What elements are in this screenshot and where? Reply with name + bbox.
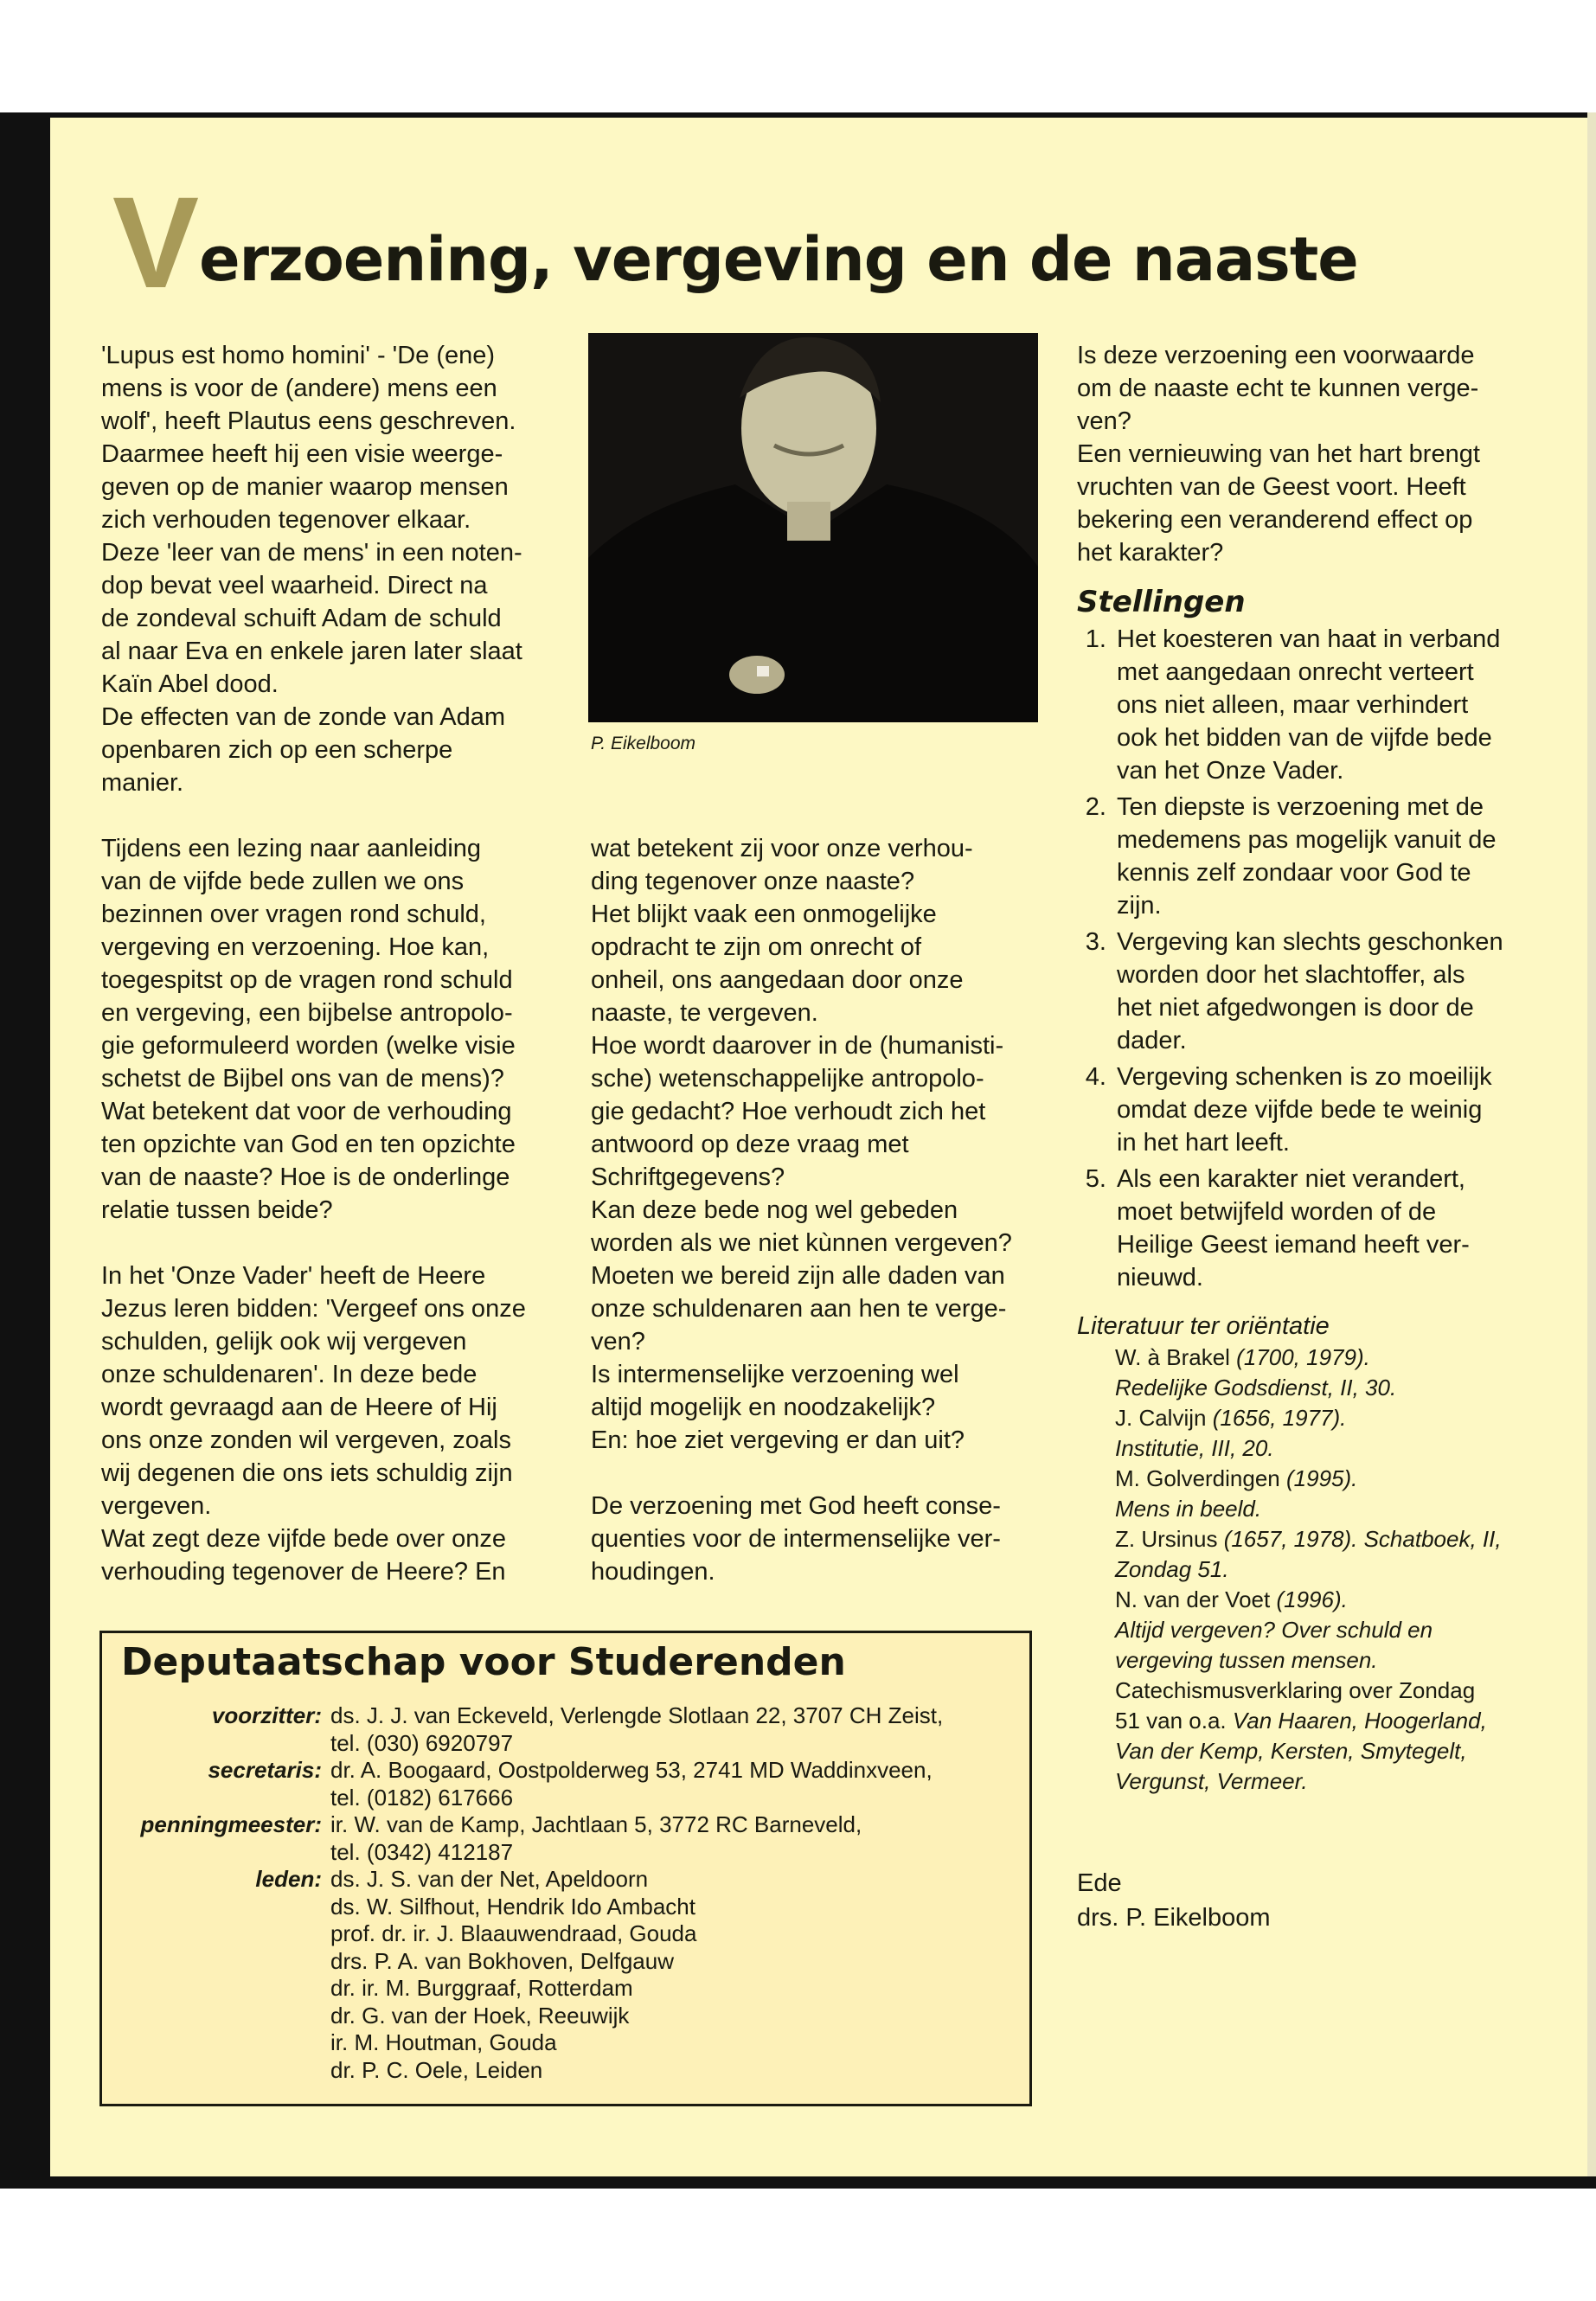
scan-border-bottom xyxy=(0,2176,1596,2189)
column-1-intro xyxy=(101,339,568,799)
table-row: penningmeester: ir. W. van de Kamp, Jachtlaan 5, 3772 RC Barneveld, xyxy=(140,1811,862,1837)
author-photo xyxy=(588,333,1038,722)
intro-paragraph: 'Lupus est homo homini' - 'De (ene) mens is voor de (andere) mens een wolf', heeft Plautus eens geschreven. Daarmee heeft hij een visie weerge- geven op de manier waarop mensen zich verhouden tegenover elkaar. Deze 'leer van de mens' in een noten- dop bevat veel waarheid. Direct na de zondeval schuift Adam de schuld al naar Eva en enkele jaren later slaat Kaïn Abel dood. De effecten van de zonde van Adam openbaren zich op een scherpe manier. xyxy=(101,342,522,797)
literature-entry: W. à Brakel (1700, 1979). Redelijke Godsdienst, II, 30. xyxy=(1115,1344,1397,1400)
list-item: 4. Vergeving schenken is zo moeilijk omdat deze vijfde bede te weinig in het hart leeft. xyxy=(1113,1061,1535,1159)
literature-list xyxy=(1115,1343,1535,1797)
table-row: prof. dr. ir. J. Blaauwendraad, Gouda xyxy=(330,1920,697,1946)
table-row: voorzitter: ds. J. J. van Eckeveld, Verlengde Slotlaan 22, 3707 CH Zeist, xyxy=(211,1702,944,1728)
signature-name: drs. P. Eikelboom xyxy=(1077,1904,1271,1932)
photo-caption: P. Eikelboom xyxy=(591,734,696,753)
table-row: tel. (030) 6920797 xyxy=(330,1729,514,1756)
scan-border-top xyxy=(0,112,1596,118)
title-dropcap: V xyxy=(112,170,199,315)
column-2-body xyxy=(591,832,1058,1588)
column-1-body xyxy=(101,832,568,1588)
literature-heading: Literatuur ter oriëntatie xyxy=(1077,1312,1330,1340)
list-item: 1. Het koesteren van haat in verband met aangedaan onrecht verteert ons niet alleen, maar verhindert ook het bidden van de vijfde bede van het Onze Vader. xyxy=(1113,623,1535,787)
column-3 xyxy=(1077,339,1535,1935)
scan-border-left xyxy=(0,112,50,2189)
deputaatschap-box xyxy=(99,1631,1032,2106)
paragraph: In het 'Onze Vader' heeft de Heere Jezus leren bidden: 'Vergeef ons onze schulden, gelijk ook wij vergeven onze schuldenaren'. In deze bede wordt gevraagd aan de Heere of Hij ons onze zonden wil vergeven, zoals wij degenen die ons iets schuldig zijn vergeven. Wat zegt deze vijfde bede over onze verhouding tegenover de Heere? En xyxy=(101,1262,526,1586)
magazine-page xyxy=(0,112,1596,2189)
list-item: 2. Ten diepste is verzoening met de medemens pas mogelijk vanuit de kennis zelf zondaar voor God te zijn. xyxy=(1113,791,1535,922)
literature-entry: Catechismusverklaring over Zondag 51 van o.a. Van Haaren, Hoogerland, Van der Kemp, Kersten, Smytegelt, Vergunst, Vermeer. xyxy=(1115,1677,1487,1794)
paragraph: De verzoening met God heeft conse- quenties voor de intermenselijke ver- houdingen. xyxy=(591,1492,1001,1586)
literature-entry: M. Golverdingen (1995). Mens in beeld. xyxy=(1115,1465,1358,1522)
paragraph: Tijdens een lezing naar aanleiding van de vijfde bede zullen we ons bezinnen over vragen rond schuld, vergeving en verzoening. Hoe kan, toegespitst op de vragen rond schuld en vergeving, een bijbelse antropolo- gie geformuleerd worden (welke visie schetst de Bijbel ons van de mens)? Wat betekent dat voor de verhouding ten opzichte van God en ten opzichte van de naaste? Hoe is de onderlinge relatie tussen beide? xyxy=(101,835,516,1224)
table-row: tel. (0182) 617666 xyxy=(330,1784,514,1811)
table-row: leden: ds. J. S. van der Net, Apeldoorn xyxy=(255,1866,649,1892)
stellingen-list xyxy=(1077,623,1535,1294)
signature-place: Ede xyxy=(1077,1869,1122,1897)
table-row: ds. W. Silfhout, Hendrik Ido Ambacht xyxy=(330,1893,695,1920)
list-item: 3. Vergeving kan slechts geschonken worden door het slachtoffer, als het niet afgedwongen is door de dader. xyxy=(1113,926,1535,1057)
box-rows xyxy=(121,1702,943,2084)
table-row: ir. M. Houtman, Gouda xyxy=(330,2029,557,2055)
article-title xyxy=(112,170,1358,315)
scan-border-right xyxy=(1587,112,1596,2189)
table-row: dr. ir. M. Burggraaf, Rotterdam xyxy=(330,1975,633,2001)
portrait-image xyxy=(588,333,1038,722)
paragraph: wat betekent zij voor onze verhou- ding tegenover onze naaste? Het blijkt vaak een onmogelijke opdracht te zijn om onrecht of onheil, ons aangedaan door onze naaste, te vergeven. Hoe wordt daarover in de (humanisti- sche) wetenschappelijke antropolo- gie gedacht? Hoe verhoudt zich het antwoord op deze vraag met Schriftgegevens? Kan deze bede nog wel gebeden worden als we niet kùnnen vergeven? Moeten we bereid zijn alle daden van onze schuldenaren aan hen te verge- ven? Is intermenselijke verzoening wel altijd mogelijk en noodzakelijk? En: hoe ziet vergeving er dan uit? xyxy=(591,835,1012,1454)
literature-entry: J. Calvijn (1656, 1977). Institutie, III, 20. xyxy=(1115,1405,1347,1461)
table-row: drs. P. A. van Bokhoven, Delfgauw xyxy=(330,1947,674,1974)
author-signature xyxy=(1077,1866,1535,1935)
table-row: dr. G. van der Hoek, Reeuwijk xyxy=(330,2002,630,2029)
list-item: 5. Als een karakter niet verandert, moet betwijfeld worden of de Heilige Geest iemand heeft ver- nieuwd. xyxy=(1113,1163,1535,1294)
table-row: tel. (0342) 412187 xyxy=(330,1838,514,1865)
box-heading: Deputaatschap voor Studerenden xyxy=(121,1640,846,1684)
title-text: erzoening, vergeving en de naaste xyxy=(199,224,1358,295)
literature-entry: Z. Ursinus (1657, 1978). Schatboek, II, Zondag 51. xyxy=(1115,1526,1502,1582)
table-row: dr. P. C. Oele, Leiden xyxy=(330,2056,543,2083)
stellingen-heading: Stellingen xyxy=(1077,585,1246,619)
literature-entry: N. van der Voet (1996). Altijd vergeven? Over schuld en vergeving tussen mensen. xyxy=(1115,1586,1433,1673)
paragraph: Is deze verzoening een voorwaarde om de naaste echt te kunnen verge- ven? Een vernieuwing van het hart brengt vruchten van de Geest voort. Heeft bekering een veranderend effect op het karakter? xyxy=(1077,342,1480,567)
table-row: secretaris: dr. A. Boogaard, Oostpolderweg 53, 2741 MD Waddinxveen, xyxy=(208,1757,933,1783)
